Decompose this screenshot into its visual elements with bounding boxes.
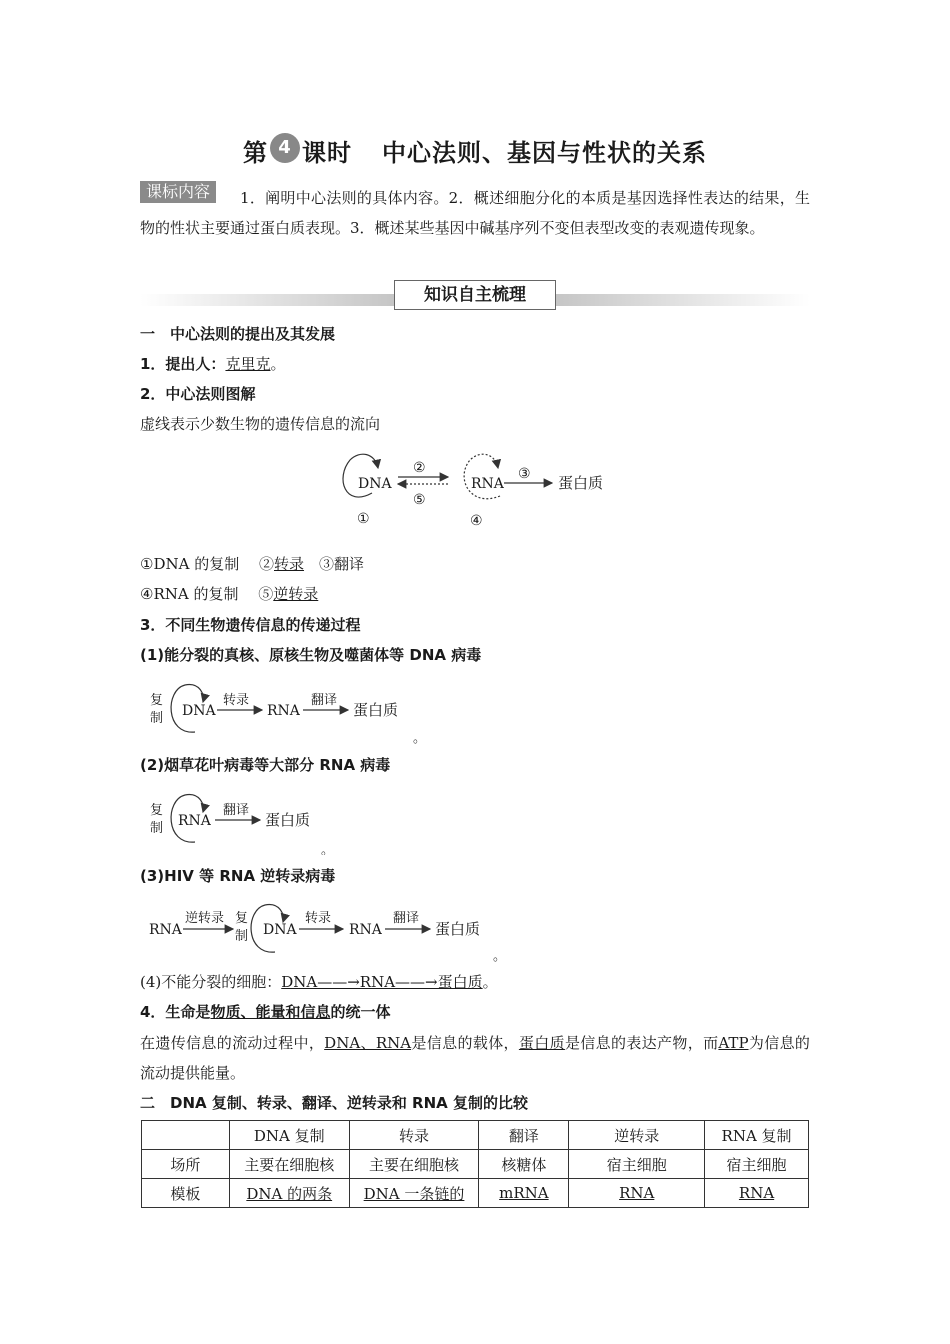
standards-tag: 课标内容 (140, 181, 216, 203)
svg-text:RNA: RNA (149, 922, 182, 938)
flow-dna-virus (145, 680, 435, 745)
svg-text:DNA: DNA (263, 922, 297, 938)
svg-text:。: 。 (413, 731, 427, 745)
diagram-n2: ② (413, 460, 426, 476)
svg-text:转录: 转录 (223, 693, 250, 708)
svg-text:制: 制 (235, 929, 249, 944)
title-name: 中心法则、基因与性状的关系 (382, 139, 707, 167)
section2-heading: 二 DNA 复制、转录、翻译、逆转录和 RNA 复制的比较 (140, 1094, 528, 1112)
svg-text:。: 。 (493, 949, 507, 962)
svg-text:转录: 转录 (305, 911, 332, 926)
svg-text:RNA: RNA (349, 922, 382, 938)
svg-text:RNA: RNA (267, 703, 300, 719)
item2: 2．中心法则图解 (140, 385, 256, 403)
table-row: 模板 DNA 的两条 DNA 一条链的 mRNA RNA RNA (142, 1179, 809, 1208)
svg-text:逆转录: 逆转录 (185, 911, 225, 926)
note: 虚线表示少数生物的遗传信息的流向 (140, 415, 381, 433)
comparison-table (141, 1120, 809, 1208)
banner-title: 知识自主梳理 (394, 280, 556, 310)
svg-text:蛋白质: 蛋白质 (435, 920, 481, 938)
diagram-n3: ③ (518, 466, 531, 482)
item1: 1．提出人：克里克。 (140, 355, 286, 373)
title-suffix: 课时 (302, 139, 352, 167)
svg-text:RNA: RNA (178, 813, 211, 829)
legend-line1: ①DNA 的复制 ②转录 ③翻译 (140, 555, 365, 573)
item4-text: 在遗传信息的流动过程中，DNA、RNA是信息的载体，蛋白质是信息的表达产物，而ATP为信息的流动提供能量。 (140, 1034, 810, 1082)
svg-text:制: 制 (150, 821, 164, 836)
section-banner (140, 280, 810, 312)
svg-text:制: 制 (150, 711, 164, 726)
svg-text:蛋白质: 蛋白质 (353, 701, 399, 719)
diagram-n5: ⑤ (413, 492, 426, 508)
svg-text:翻译: 翻译 (311, 693, 338, 708)
svg-text:翻译: 翻译 (223, 803, 250, 818)
lesson-number-badge: 4 (270, 133, 300, 163)
svg-text:。: 。 (321, 843, 335, 855)
section1-heading: 一 中心法则的提出及其发展 (140, 325, 336, 343)
standards-text: 1．阐明中心法则的具体内容。2．概述细胞分化的本质是基因选择性表达的结果，生物的性状主要通过蛋白质表现。3．概述某些基因中碱基序列不变但表型改变的表观遗传现象。 (140, 189, 810, 237)
diagram-dna: DNA (358, 476, 392, 492)
diagram-rna: RNA (471, 476, 504, 492)
flow-retrovirus (145, 900, 515, 962)
legend-line2: ④RNA 的复制 ⑤逆转录 (140, 585, 319, 603)
svg-text:复: 复 (235, 911, 249, 926)
diagram-n4: ④ (470, 513, 483, 529)
case2: (2)烟草花叶病毒等大部分 RNA 病毒 (140, 756, 391, 774)
central-dogma-diagram (330, 448, 630, 533)
flow-rna-virus (145, 790, 345, 855)
case3: (3)HIV 等 RNA 逆转录病毒 (140, 867, 336, 885)
table-header-row: DNA 复制 转录 翻译 逆转录 RNA 复制 (142, 1121, 809, 1150)
svg-text:复: 复 (150, 803, 164, 818)
svg-text:DNA: DNA (182, 703, 216, 719)
svg-text:蛋白质: 蛋白质 (265, 811, 311, 829)
item3: 3．不同生物遗传信息的传递过程 (140, 616, 361, 634)
diagram-protein: 蛋白质 (558, 474, 604, 492)
diagram-n1: ① (357, 511, 370, 527)
page-title (0, 133, 950, 169)
case1: (1)能分裂的真核、原核生物及噬菌体等 DNA 病毒 (140, 646, 482, 664)
case4: (4)不能分裂的细胞：DNA——→RNA——→蛋白质。 (140, 973, 498, 991)
title-prefix: 第 (243, 139, 268, 167)
item1-answer: 克里克 (225, 355, 271, 373)
table-row: 场所 主要在细胞核 主要在细胞核 核糖体 宿主细胞 宿主细胞 (142, 1150, 809, 1179)
item4: 4．生命是物质、能量和信息的统一体 (140, 1003, 391, 1021)
svg-text:复: 复 (150, 693, 164, 708)
svg-text:翻译: 翻译 (393, 911, 420, 926)
